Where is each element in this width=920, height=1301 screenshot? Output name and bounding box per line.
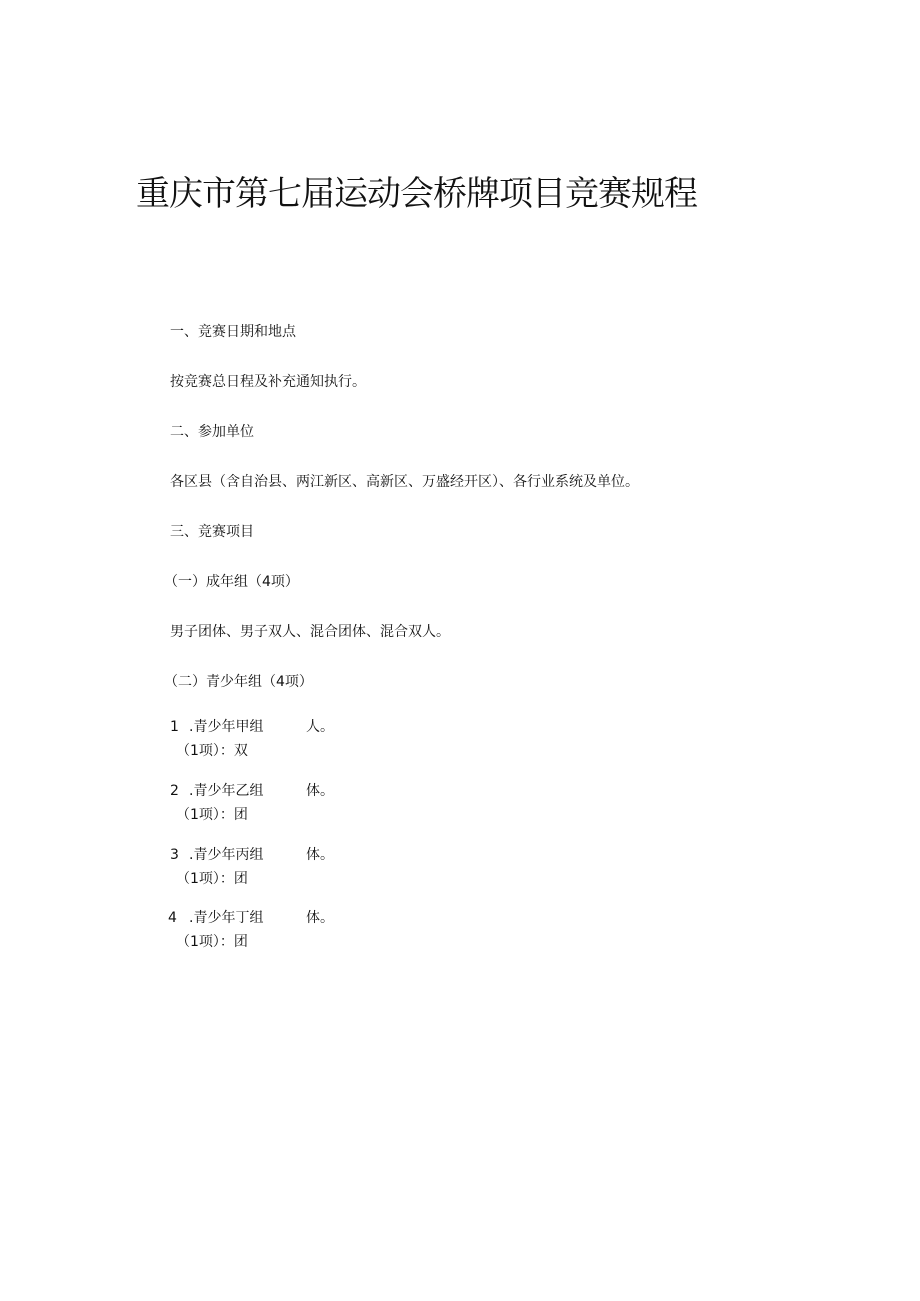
document-title: 重庆市第七届运动会桥牌项目竞赛规程 (136, 174, 697, 214)
section-2-body: 各区县（含自治县、两江新区、高新区、万盛经开区）、各行业系统及单位。 (170, 474, 639, 490)
youth-item-count: （1项）：团 (176, 934, 248, 950)
section-1-heading: 一、竞赛日期和地点 (170, 324, 296, 340)
youth-item-tail: 人。 (306, 719, 334, 735)
youth-item-number: 4 (168, 910, 177, 926)
youth-item-number: 1 (170, 719, 179, 735)
youth-item-group: .青少年丁组 (189, 910, 264, 926)
section-3-heading: 三、竞赛项目 (170, 524, 254, 540)
youth-item-tail: 体。 (306, 783, 334, 799)
adult-group-heading: （一）成年组（4项） (164, 574, 299, 590)
youth-group-heading: （二）青少年组（4项） (164, 674, 313, 690)
youth-item-tail: 体。 (306, 910, 334, 926)
youth-item-group: .青少年乙组 (189, 783, 264, 799)
section-1-body: 按竞赛总日程及补充通知执行。 (170, 374, 366, 390)
youth-item-group: .青少年甲组 (189, 719, 264, 735)
youth-item-number: 3 (170, 847, 179, 863)
youth-item-count: （1项）：团 (176, 807, 248, 823)
adult-group-body: 男子团体、男子双人、混合团体、混合双人。 (170, 624, 450, 640)
youth-item-count: （1项）：团 (176, 871, 248, 887)
youth-item-group: .青少年丙组 (189, 847, 264, 863)
youth-item-tail: 体。 (306, 847, 334, 863)
section-2-heading: 二、参加单位 (170, 424, 254, 440)
youth-item-count: （1项）：双 (176, 743, 248, 759)
youth-item-number: 2 (170, 783, 179, 799)
